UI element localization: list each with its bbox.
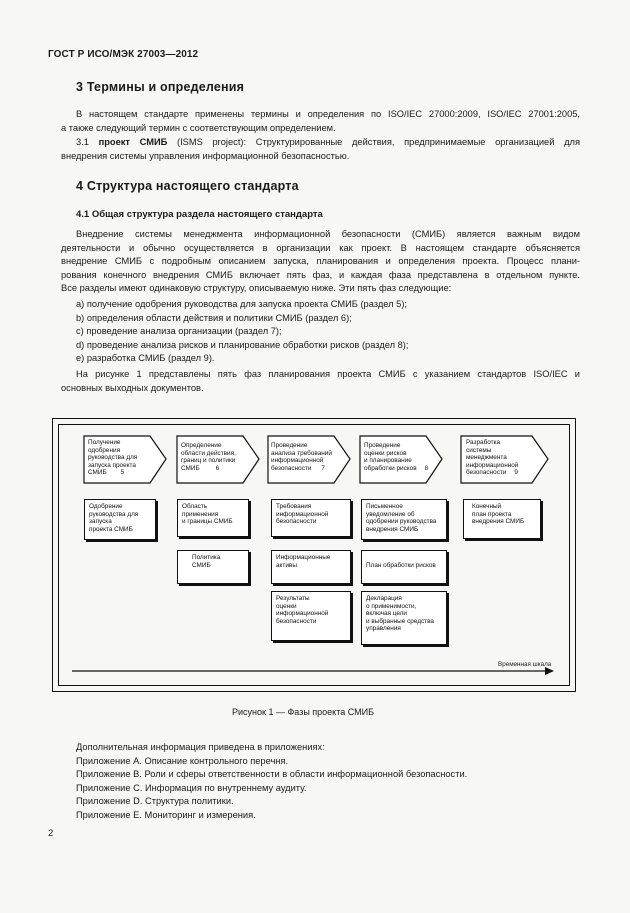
- doc-text: Декларация: [366, 595, 402, 602]
- list-item: d) проведение анализа рисков и планирование обработки рисков (раздел 8);: [76, 339, 409, 350]
- phase-number: 6: [215, 464, 220, 472]
- phase-number: 7: [321, 464, 325, 472]
- doc-box-approval: [84, 499, 156, 540]
- doc-box-requirements: [271, 499, 351, 537]
- doc-text: информационной: [276, 610, 329, 618]
- doc-text: Требования: [276, 503, 312, 510]
- term-number: 3.1: [76, 137, 89, 147]
- doc-text: и выбранные средства: [366, 617, 434, 625]
- doc-text: внедрения СМИБ: [366, 525, 419, 533]
- text-line: а также следующий термин с соответствующим определением.: [61, 122, 336, 133]
- phase-text: безопасности: [466, 469, 507, 477]
- list-item: a) получение одобрения руководства для запуска проекта СМИБ (раздел 5);: [76, 299, 407, 309]
- phase-label-8: [364, 442, 428, 472]
- phase-text: Проведение: [271, 442, 308, 449]
- text-line: рования конечного внедрения СМИБ включает пять фаз, и каждая фаза представлена в отдельном пункте.: [61, 269, 580, 280]
- appendix-list: [76, 741, 467, 822]
- doc-box-results: [271, 591, 351, 641]
- doc-text: уведомление об: [366, 510, 415, 518]
- phase-label-6: [181, 442, 236, 472]
- phase-text: менеджмента: [466, 454, 507, 462]
- text-line: В настоящем стандарте применены термины и определения по ISO/IEC 27000:2009, ISO/IEC 27001:2005,: [76, 109, 580, 119]
- doc-text: одобрении руководства: [366, 518, 437, 526]
- doc-text: СМИБ: [192, 561, 211, 569]
- list-item: b) определения области действия и политики СМИБ (раздел 6);: [76, 312, 352, 323]
- text-line: основных выходных документов.: [61, 382, 204, 393]
- phase-text: запуска проекта: [88, 461, 136, 469]
- page-number: 2: [48, 828, 54, 839]
- doc-box-final-plan: [463, 499, 541, 539]
- list-item: c) проведение анализа организации (раздел 7);: [76, 326, 282, 336]
- phase-text: и планирование: [364, 457, 412, 465]
- time-axis-arrowhead: [545, 667, 554, 675]
- text-line: Внедрение системы менеджмента информационной безопасности (СМИБ) является важным видом: [76, 229, 580, 239]
- appendix-item: Приложение А. Описание контрольного перечня.: [76, 755, 289, 766]
- phase-label-5: [88, 439, 137, 477]
- phase-text: Проведение: [364, 442, 401, 449]
- text-line: деятельности и обычно осуществляется в организации как проект. В настоящем стандарте объясняется: [61, 242, 580, 253]
- doc-text: Письменное: [366, 503, 403, 510]
- document-header: ГОСТ Р ИСО/МЭК 27003—2012: [48, 49, 199, 60]
- doc-box-treatment-plan: [361, 550, 447, 584]
- doc-box-assets: [271, 550, 351, 584]
- doc-text: проекта СМИБ: [89, 525, 133, 533]
- doc-text: Результаты: [276, 595, 310, 602]
- time-scale-label: Временная шкала: [498, 661, 552, 668]
- doc-text: Конечный: [472, 503, 502, 510]
- doc-text: Область: [182, 503, 208, 510]
- phase-text: Получение: [88, 439, 121, 446]
- phase-text: СМИБ: [181, 464, 200, 472]
- phase-number: 5: [120, 469, 125, 477]
- text-line: внедрения системы управления информационной безопасностью.: [61, 150, 350, 161]
- doc-text: активы: [276, 561, 297, 569]
- section-4-title: 4 Структура настоящего стандарта: [76, 179, 299, 193]
- list-item: e) разработка СМИБ (раздел 9).: [76, 353, 215, 363]
- phase-label-9: [466, 439, 518, 477]
- doc-text: безопасности: [276, 518, 317, 526]
- appendix-item: Приложение В. Роли и сферы ответственности в области информационной безопасности.: [76, 769, 468, 779]
- doc-box-declaration: [361, 591, 447, 645]
- phase-text: области действия,: [181, 449, 236, 457]
- phase-text: Разработка: [466, 439, 501, 446]
- doc-box-scope: [177, 499, 249, 537]
- phase-text: Определение: [181, 442, 222, 449]
- appendix-intro: Дополнительная информация приведена в приложениях:: [76, 742, 325, 752]
- doc-text: руководства для: [89, 510, 139, 518]
- phase-text: информационной: [271, 457, 324, 465]
- doc-text: включая цели: [366, 610, 407, 618]
- phase-label-7: [271, 442, 332, 472]
- phase-text: анализа требований: [271, 449, 332, 457]
- phase-number: 8: [424, 464, 429, 472]
- phase-text: информационной: [466, 461, 519, 469]
- phase-text: безопасности: [271, 464, 312, 472]
- doc-text: Информационные: [276, 554, 331, 561]
- text-line: Все разделы имеют одинаковую структуру, описываемую ниже. Эти пять фаз следующие:: [61, 283, 452, 293]
- doc-text: запуска: [89, 518, 112, 526]
- phase-text: СМИБ: [88, 469, 107, 477]
- phase-number: 9: [514, 469, 518, 477]
- doc-text: внедрения СМИБ: [472, 518, 525, 526]
- phase-text: руководства для: [88, 454, 138, 462]
- appendix-item: Приложение Е. Мониторинг и измерения.: [76, 809, 256, 820]
- doc-box-policy: [177, 550, 249, 584]
- doc-text: применения: [182, 510, 219, 518]
- phase-text: обработки рисков: [364, 464, 417, 472]
- doc-box-written-approval: [361, 499, 447, 540]
- phase-text: оценки рисков: [364, 449, 407, 457]
- phase-text: одобрения: [88, 446, 121, 454]
- phase-text: границ и политики: [181, 457, 236, 465]
- term-name: проект СМИБ: [98, 137, 168, 147]
- text-line: внедрение СМИБ с подробным описанием запуска, планирования и определения проекта. Процесс плани-: [61, 256, 580, 266]
- appendix-item: Приложение D. Структура политики.: [76, 796, 234, 806]
- doc-text: информационной: [276, 510, 329, 518]
- doc-text: и границы СМИБ: [182, 518, 233, 526]
- doc-text: безопасности: [276, 617, 317, 625]
- doc-text: о применимости,: [366, 602, 417, 610]
- appendix-item: Приложение С. Информация по внутреннему аудиту.: [76, 782, 307, 793]
- text-line: На рисунке 1 представлены пять фаз планирования проекта СМИБ с указанием стандартов ISO/IEC и: [76, 369, 580, 379]
- doc-text: План обработки рисков: [366, 562, 436, 569]
- section-3-title: 3 Термины и определения: [76, 80, 245, 94]
- phase-text: системы: [466, 446, 492, 454]
- doc-text: план проекта: [472, 510, 512, 518]
- doc-text: управления: [366, 625, 401, 633]
- section-4-1-title: 4.1 Общая структура раздела настоящего стандарта: [76, 209, 323, 220]
- figure-caption: Рисунок 1 — Фазы проекта СМИБ: [232, 707, 375, 717]
- doc-text: оценки: [276, 602, 297, 610]
- doc-text: Политика: [192, 554, 221, 561]
- term-text: (ISMS project): Структурированные действия, предпринимаемые организацией для: [177, 137, 580, 147]
- doc-text: Одобрение: [89, 503, 123, 510]
